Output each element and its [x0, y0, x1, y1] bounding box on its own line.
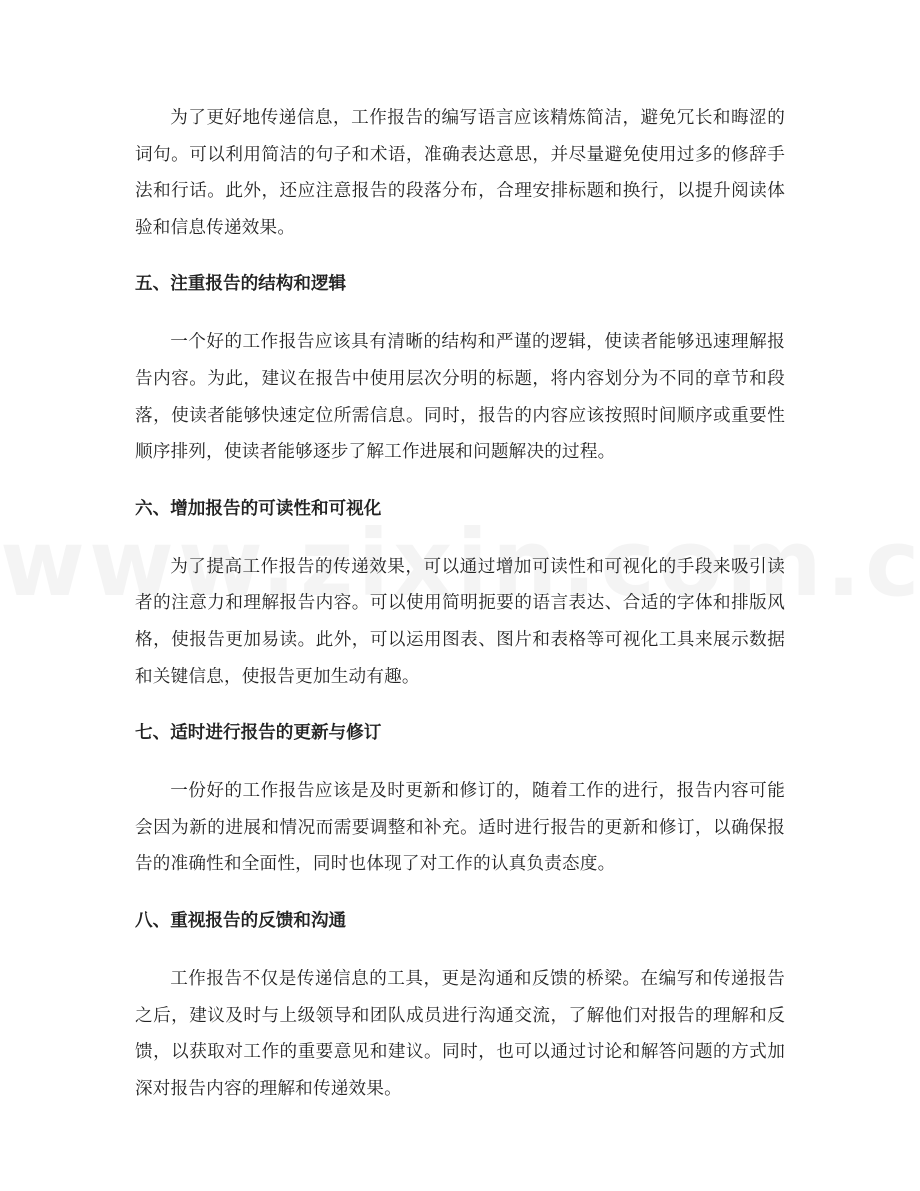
section-paragraph-7: 一份好的工作报告应该是及时更新和修订的，随着工作的进行，报告内容可能会因为新的进展和情况而需要调整和补充。适时进行报告的更新和修订，以确保报告的准确性和全面性，同时也体现了对工作的认真负责态度。 — [135, 781, 785, 875]
intro-paragraph: 为了更好地传递信息，工作报告的编写语言应该精炼简洁，避免冗长和晦涩的词句。可以利用简洁的句子和术语，准确表达意思，并尽量避免使用过多的修辞手法和行话。此外，还应注意报告的段落分布，合理安排标题和换行，以提升阅读体验和信息传递效果。 — [135, 108, 785, 238]
section-paragraph-5: 一个好的工作报告应该具有清晰的结构和严谨的逻辑，使读者能够迅速理解报告内容。为此，建议在报告中使用层次分明的标题，将内容划分为不同的章节和段落，使读者能够快速定位所需信息。同时，报告的内容应该按照时间顺序或重要性顺序排列，使读者能够逐步了解工作进展和问题解决的过程。 — [135, 332, 785, 463]
section-heading-8: 八、重视报告的反馈和沟通 — [135, 910, 347, 931]
document-body — [135, 100, 785, 1107]
section-heading-6: 六、增加报告的可读性和可视化 — [135, 498, 382, 519]
section-heading-5: 五、注重报告的结构和逻辑 — [135, 274, 347, 295]
section-paragraph-8: 工作报告不仅是传递信息的工具，更是沟通和反馈的桥梁。在编写和传递报告之后，建议及时与上级领导和团队成员进行沟通交流，了解他们对报告的理解和反馈，以获取对工作的重要意见和建议。同时，也可以通过讨论和解答问题的方式加深对报告内容的理解和传递效果。 — [135, 968, 785, 1099]
section-heading-7: 七、适时进行报告的更新与修订 — [135, 723, 382, 744]
section-paragraph-6: 为了提高工作报告的传递效果，可以通过增加可读性和可视化的手段来吸引读者的注意力和理解报告内容。可以使用简明扼要的语言表达、合适的字体和排版风格，使报告更加易读。此外，可以运用图表、图片和表格等可视化工具来展示数据和关键信息，使报告更加生动有趣。 — [135, 556, 785, 687]
